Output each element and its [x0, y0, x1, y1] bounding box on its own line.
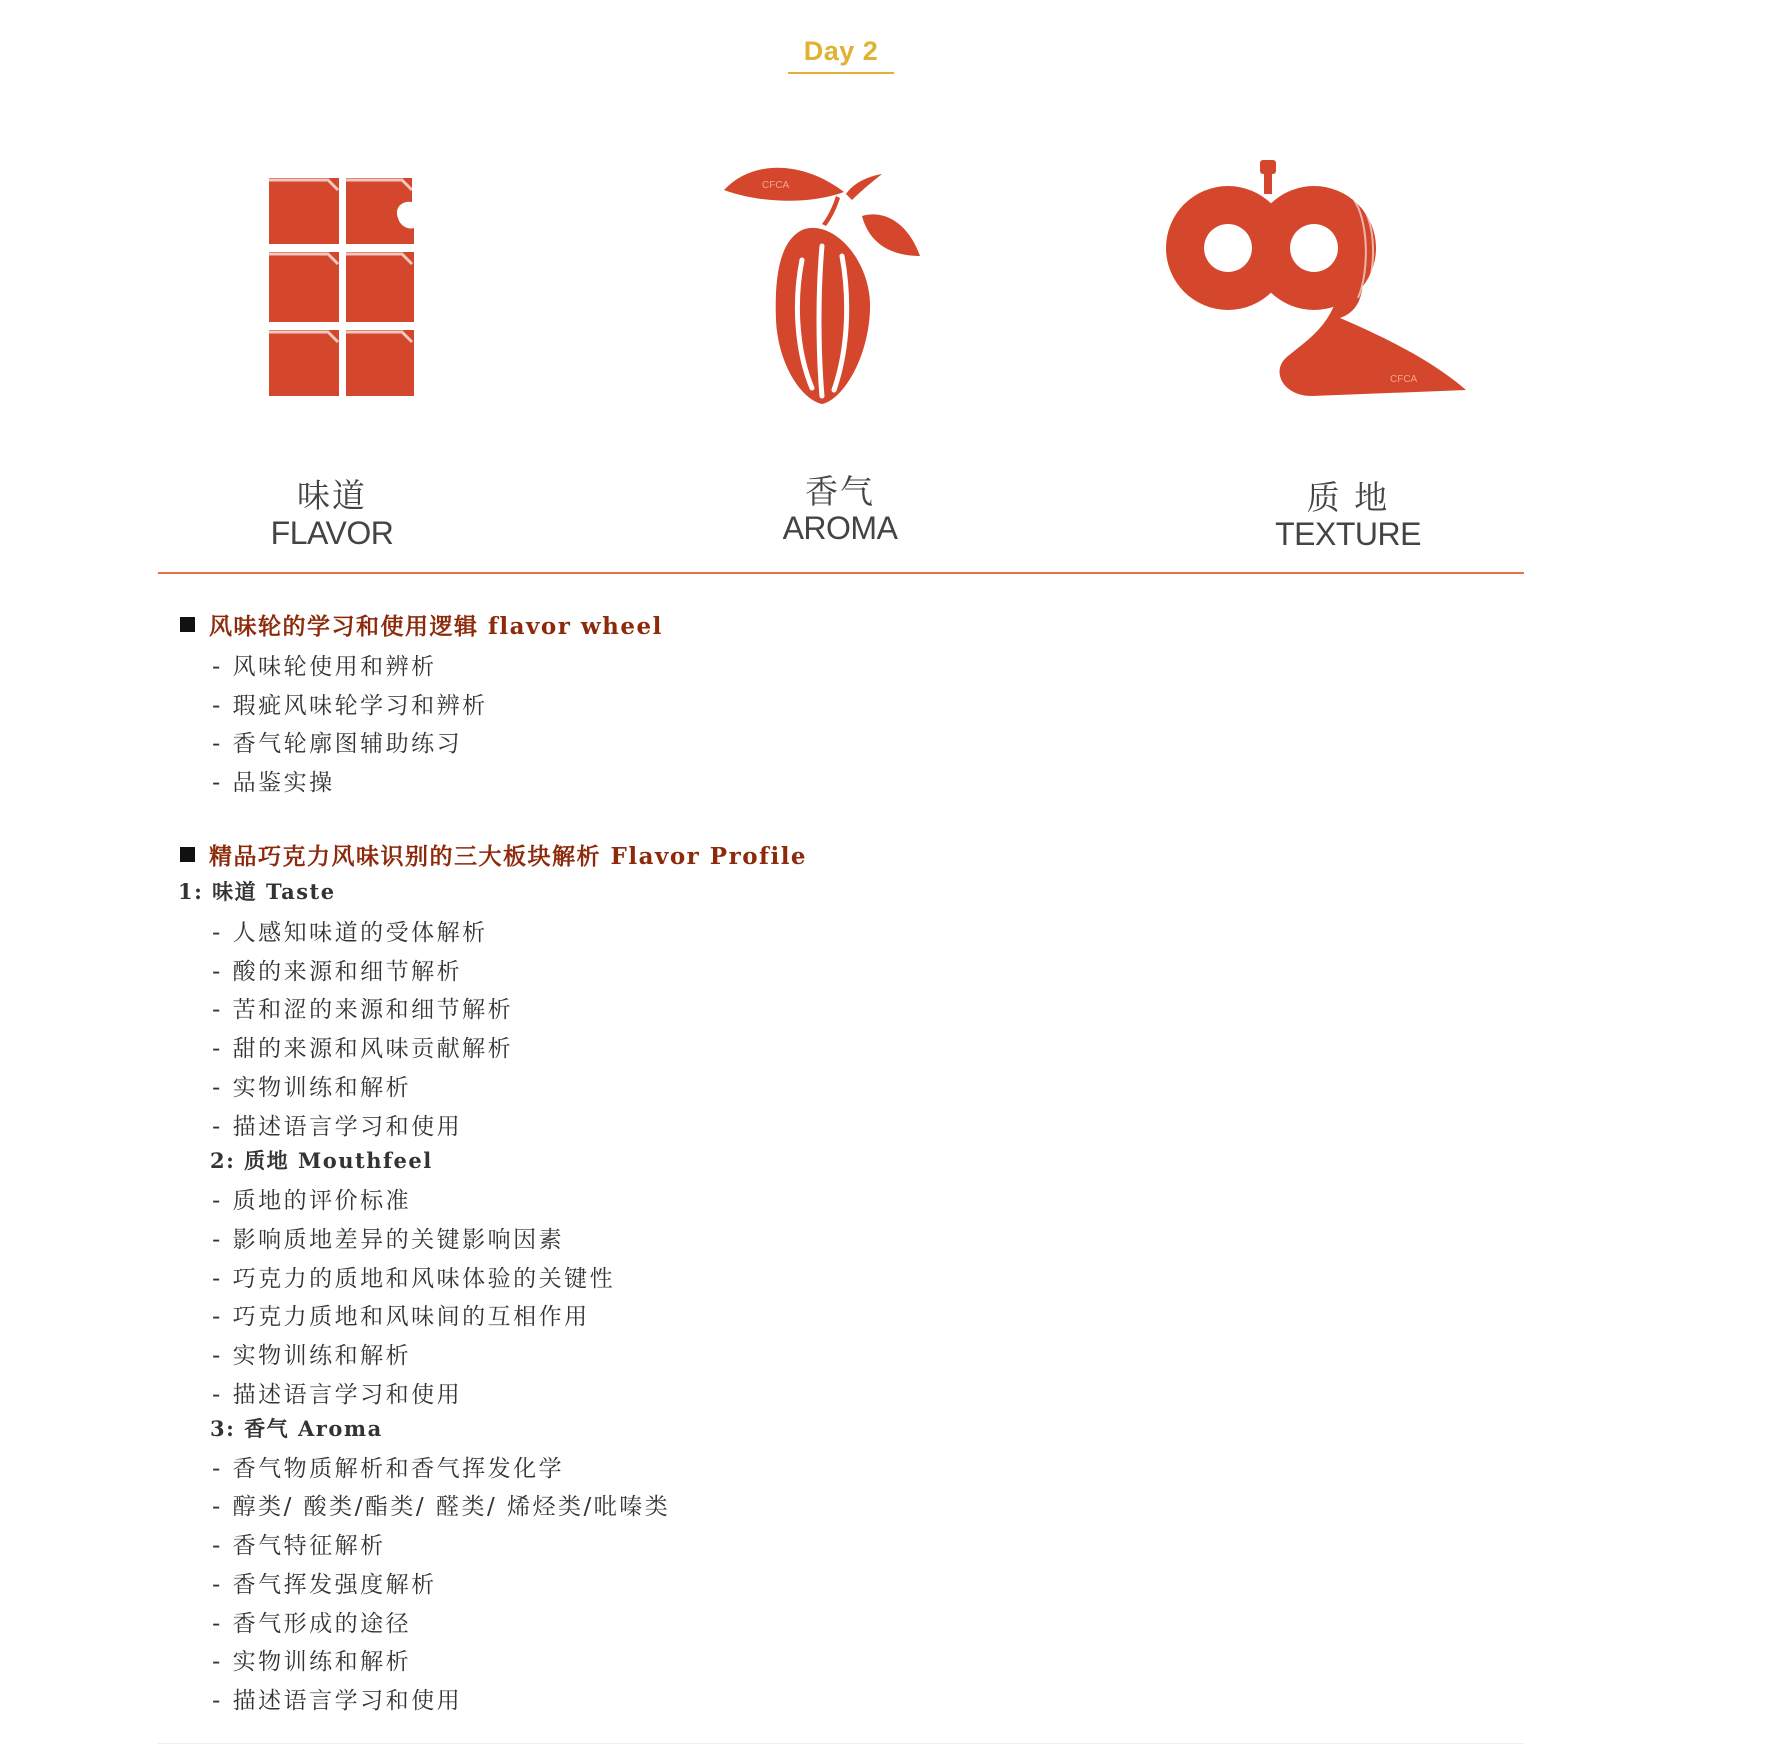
list-item: - 香气物质解析和香气挥发化学 [212, 1456, 565, 1482]
list-item: - 影响质地差异的关键影响因素 [212, 1227, 565, 1253]
texture-icon-watermark: CFCA [1390, 374, 1418, 385]
section-divider [158, 572, 1524, 574]
group-title-taste: 1: 味道 Taste [178, 879, 336, 904]
cacao-pod-icon [722, 160, 922, 410]
aroma-icon-block [722, 160, 922, 410]
melting-roller-icon [1162, 160, 1482, 400]
list-item: - 瑕疵风味轮学习和辨析 [212, 693, 488, 719]
list-item: - 巧克力的质地和风味体验的关键性 [212, 1266, 616, 1292]
list-item: - 香气特征解析 [212, 1533, 386, 1559]
aroma-label-en: AROMA [782, 510, 898, 546]
list-item: - 香气挥发强度解析 [212, 1572, 437, 1598]
flavor-label-cn: 味道 [297, 476, 367, 515]
day-title-underline [788, 72, 894, 74]
section-heading-text: 精品巧克力风味识别的三大板块解析 Flavor Profile [209, 843, 808, 870]
list-item: - 描述语言学习和使用 [212, 1114, 463, 1140]
group-title-mouthfeel: 2: 质地 Mouthfeel [210, 1148, 433, 1173]
aroma-icon-watermark: CFCA [762, 180, 790, 191]
square-bullet-icon [180, 617, 195, 632]
list-item: - 香气轮廓图辅助练习 [212, 731, 463, 757]
list-item: - 描述语言学习和使用 [212, 1382, 463, 1408]
list-item: - 质地的评价标准 [212, 1188, 412, 1214]
chocolate-bar-icon [262, 172, 422, 402]
section-heading-flavor-profile [180, 838, 807, 871]
flavor-icon-block [262, 172, 422, 402]
list-item: - 醇类/ 酸类/酯类/ 醛类/ 烯烃类/吡嗪类 [212, 1494, 671, 1520]
section-heading-flavor-wheel [180, 608, 663, 641]
texture-label-cn: 质 地 [1306, 478, 1390, 517]
texture-icon-block [1162, 160, 1482, 400]
texture-label-en: TEXTURE [1275, 516, 1421, 552]
aroma-label-cn: 香气 [805, 472, 875, 511]
list-item: - 实物训练和解析 [212, 1649, 412, 1675]
section-heading-text: 风味轮的学习和使用逻辑 flavor wheel [209, 613, 663, 640]
list-item: - 酸的来源和细节解析 [212, 959, 463, 985]
list-item: - 描述语言学习和使用 [212, 1688, 463, 1714]
list-item: - 人感知味道的受体解析 [212, 920, 488, 946]
list-item: - 实物训练和解析 [212, 1343, 412, 1369]
list-item: - 实物训练和解析 [212, 1075, 412, 1101]
list-item: - 品鉴实操 [212, 770, 335, 796]
list-item: - 巧克力质地和风味间的互相作用 [212, 1304, 590, 1330]
day-title: Day 2 [803, 36, 879, 66]
square-bullet-icon [180, 847, 195, 862]
flavor-label-en: FLAVOR [270, 515, 394, 551]
list-item: - 香气形成的途径 [212, 1611, 412, 1637]
group-title-aroma: 3: 香气 Aroma [210, 1416, 383, 1441]
list-item: - 苦和涩的来源和细节解析 [212, 997, 514, 1023]
list-item: - 甜的来源和风味贡献解析 [212, 1036, 514, 1062]
list-item: - 风味轮使用和辨析 [212, 654, 437, 680]
